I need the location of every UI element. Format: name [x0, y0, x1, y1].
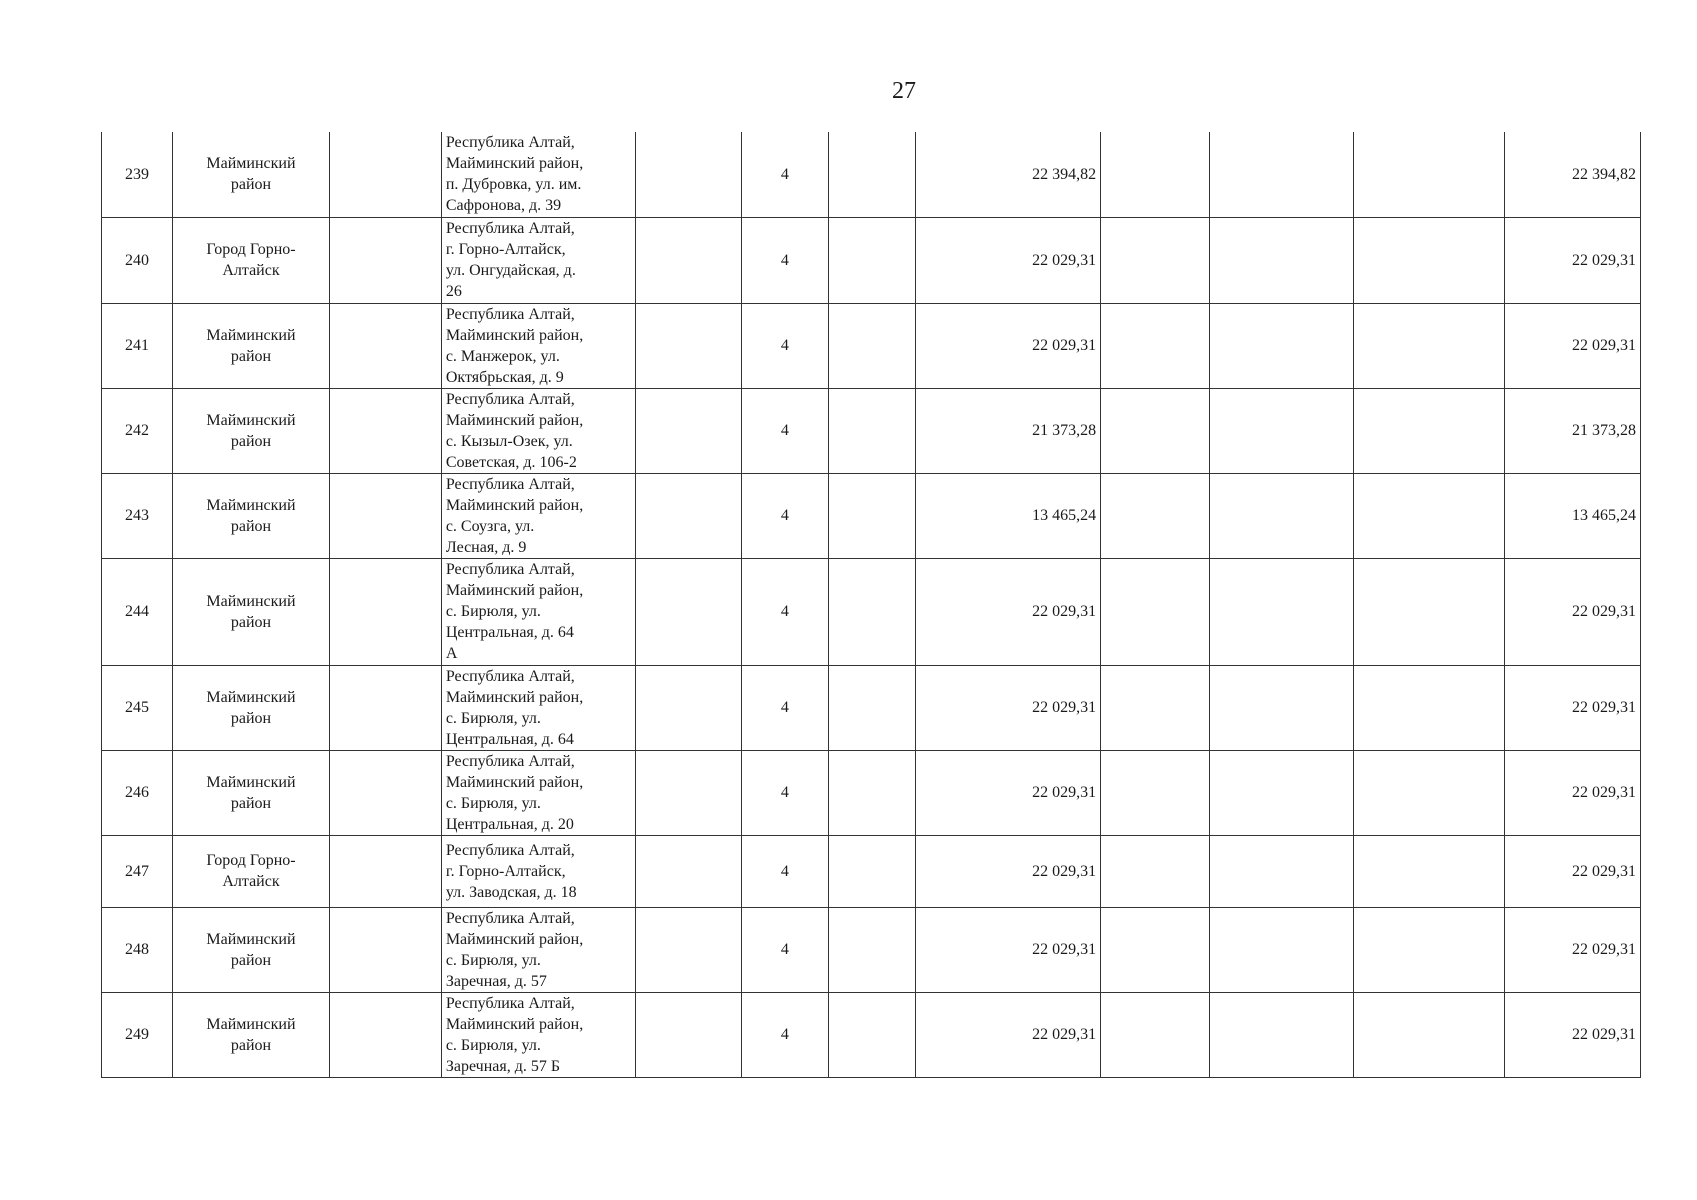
address-cell — [441, 303, 636, 388]
empty-cell — [828, 750, 915, 835]
address-cell-line: ул. Онгудайская, д. — [445, 262, 576, 279]
empty-cell — [1101, 992, 1210, 1077]
empty-cell — [1101, 835, 1210, 907]
total-cell: 22 394,82 — [1505, 132, 1641, 217]
empty-cell — [636, 750, 741, 835]
municipality-cell-line: район — [230, 347, 272, 365]
row-number-cell: 241 — [102, 303, 173, 388]
amount-cell: 22 029,31 — [916, 217, 1101, 303]
empty-cell — [1209, 132, 1353, 217]
empty-cell — [1101, 750, 1210, 835]
table-row — [102, 992, 1641, 1077]
address-cell — [441, 992, 636, 1077]
address-cell — [441, 473, 636, 558]
empty-cell — [329, 992, 441, 1077]
address-cell-line: Майминский район, — [445, 773, 584, 791]
quantity-cell: 4 — [741, 750, 828, 835]
empty-cell — [1101, 907, 1210, 992]
empty-cell — [828, 992, 915, 1077]
address-cell — [441, 907, 636, 992]
empty-cell — [1353, 388, 1505, 473]
address-cell — [441, 217, 636, 303]
table-row — [102, 558, 1641, 665]
row-number-cell: 247 — [102, 835, 173, 907]
municipality-cell-line: район — [230, 517, 272, 535]
empty-cell — [329, 835, 441, 907]
address-cell-line: Республика Алтай, — [445, 390, 575, 408]
empty-cell — [1353, 132, 1505, 217]
total-cell: 22 029,31 — [1505, 303, 1641, 388]
empty-cell — [1101, 303, 1210, 388]
empty-cell — [1209, 473, 1353, 558]
address-cell — [441, 665, 636, 750]
empty-cell — [636, 388, 741, 473]
quantity-cell: 4 — [741, 992, 828, 1077]
empty-cell — [1101, 665, 1210, 750]
empty-cell — [828, 835, 915, 907]
empty-cell — [1101, 388, 1210, 473]
address-cell — [441, 388, 636, 473]
municipality-cell-line: район — [230, 176, 272, 194]
empty-cell — [329, 388, 441, 473]
empty-cell — [329, 217, 441, 303]
amount-cell: 22 029,31 — [916, 558, 1101, 665]
empty-cell — [828, 217, 915, 303]
table-body — [102, 132, 1641, 1077]
page-number: 27 — [892, 78, 916, 104]
empty-cell — [1101, 132, 1210, 217]
total-cell: 22 029,31 — [1505, 835, 1641, 907]
address-cell-line: Советская, д. 106-2 — [445, 453, 577, 471]
empty-cell — [636, 992, 741, 1077]
quantity-cell: 4 — [741, 132, 828, 217]
municipality-cell — [172, 473, 329, 558]
empty-cell — [636, 217, 741, 303]
empty-cell — [828, 907, 915, 992]
municipality-cell — [172, 992, 329, 1077]
empty-cell — [1353, 665, 1505, 750]
amount-cell: 22 029,31 — [916, 665, 1101, 750]
empty-cell — [1353, 992, 1505, 1077]
program-table — [101, 132, 1641, 1078]
municipality-cell — [172, 217, 329, 303]
quantity-cell: 4 — [741, 558, 828, 665]
address-cell-line: Октябрьская, д. 9 — [445, 368, 564, 386]
row-number-cell: 245 — [102, 665, 173, 750]
empty-cell — [1101, 217, 1210, 303]
empty-cell — [828, 303, 915, 388]
empty-cell — [1353, 303, 1505, 388]
row-number-cell: 242 — [102, 388, 173, 473]
municipality-cell — [172, 132, 329, 217]
quantity-cell: 4 — [741, 835, 828, 907]
address-cell-line: Майминский район, — [445, 411, 584, 429]
address-cell-line: Республика Алтай, — [445, 841, 575, 859]
address-cell-line: Республика Алтай, — [445, 475, 575, 493]
municipality-cell-line: Майминский — [206, 496, 296, 514]
municipality-cell-line: Майминский — [206, 326, 296, 344]
empty-cell — [636, 473, 741, 558]
empty-cell — [636, 132, 741, 217]
address-cell-line: Республика Алтай, — [445, 134, 575, 152]
address-cell-line: с. Бирюля, ул. — [445, 951, 541, 969]
table-row — [102, 473, 1641, 558]
quantity-cell: 4 — [741, 217, 828, 303]
amount-cell: 22 029,31 — [916, 750, 1101, 835]
address-cell-line: Республика Алтай, — [445, 909, 575, 927]
address-cell-line: Республика Алтай, — [445, 561, 575, 578]
municipality-cell-line: Алтайск — [222, 873, 280, 890]
total-cell: 13 465,24 — [1505, 473, 1641, 558]
address-cell-line: Майминский район, — [445, 496, 584, 514]
empty-cell — [636, 558, 741, 665]
municipality-cell — [172, 665, 329, 750]
quantity-cell: 4 — [741, 303, 828, 388]
address-cell-line: с. Бирюля, ул. — [445, 1036, 541, 1054]
address-cell-line: Майминский район, — [445, 326, 584, 344]
empty-cell — [1353, 558, 1505, 665]
total-cell: 22 029,31 — [1505, 992, 1641, 1077]
empty-cell — [636, 907, 741, 992]
amount-cell: 13 465,24 — [916, 473, 1101, 558]
empty-cell — [1209, 303, 1353, 388]
empty-cell — [1209, 558, 1353, 665]
empty-cell — [1101, 473, 1210, 558]
empty-cell — [1209, 907, 1353, 992]
empty-cell — [1353, 217, 1505, 303]
address-cell-line: ул. Заводская, д. 18 — [445, 883, 577, 901]
address-cell-line: с. Бирюля, ул. — [445, 709, 541, 727]
address-cell-line: А — [445, 645, 458, 662]
municipality-cell-line: район — [230, 1036, 272, 1054]
empty-cell — [329, 473, 441, 558]
empty-cell — [828, 665, 915, 750]
amount-cell: 22 029,31 — [916, 835, 1101, 907]
empty-cell — [1209, 217, 1353, 303]
empty-cell — [1209, 835, 1353, 907]
municipality-cell-line: Город Горно- — [206, 241, 296, 258]
quantity-cell: 4 — [741, 473, 828, 558]
address-cell — [441, 132, 636, 217]
address-cell-line: Майминский район, — [445, 155, 584, 173]
address-cell-line: Республика Алтай, — [445, 220, 575, 237]
address-cell-line: Центральная, д. 64 — [445, 730, 574, 748]
row-number-cell: 248 — [102, 907, 173, 992]
amount-cell: 22 029,31 — [916, 303, 1101, 388]
address-cell-line: Майминский район, — [445, 1015, 584, 1033]
municipality-cell-line: Майминский — [206, 155, 296, 173]
empty-cell — [828, 388, 915, 473]
address-cell-line: с. Кызыл-Озек, ул. — [445, 432, 573, 450]
municipality-cell — [172, 558, 329, 665]
empty-cell — [329, 665, 441, 750]
table-row — [102, 750, 1641, 835]
quantity-cell: 4 — [741, 665, 828, 750]
empty-cell — [1353, 473, 1505, 558]
address-cell-line: Центральная, д. 20 — [445, 815, 574, 833]
empty-cell — [828, 473, 915, 558]
empty-cell — [1209, 750, 1353, 835]
empty-cell — [828, 558, 915, 665]
empty-cell — [1101, 558, 1210, 665]
municipality-cell-line: район — [230, 794, 272, 812]
municipality-cell-line: район — [230, 613, 272, 631]
table-row — [102, 303, 1641, 388]
amount-cell: 22 029,31 — [916, 907, 1101, 992]
empty-cell — [329, 907, 441, 992]
address-cell-line: Сафронова, д. 39 — [445, 197, 562, 215]
total-cell: 22 029,31 — [1505, 750, 1641, 835]
address-cell — [441, 835, 636, 907]
table-row — [102, 132, 1641, 217]
municipality-cell-line: район — [230, 709, 272, 727]
empty-cell — [1353, 835, 1505, 907]
municipality-cell-line: Майминский — [206, 411, 296, 429]
empty-cell — [1209, 665, 1353, 750]
address-cell-line: Заречная, д. 57 — [445, 972, 547, 990]
address-cell — [441, 558, 636, 665]
address-cell-line: с. Соузга, ул. — [445, 517, 535, 535]
amount-cell: 22 394,82 — [916, 132, 1101, 217]
address-cell-line: Майминский район, — [445, 930, 584, 948]
empty-cell — [636, 303, 741, 388]
address-cell-line: Республика Алтай, — [445, 752, 575, 770]
address-cell-line: с. Бирюля, ул. — [445, 603, 541, 620]
address-cell-line: г. Горно-Алтайск, — [445, 862, 566, 880]
table-row — [102, 388, 1641, 473]
municipality-cell-line: Майминский — [206, 773, 296, 791]
row-number-cell: 246 — [102, 750, 173, 835]
municipality-cell-line: Город Горно- — [206, 852, 296, 869]
amount-cell: 22 029,31 — [916, 992, 1101, 1077]
total-cell: 22 029,31 — [1505, 217, 1641, 303]
address-cell — [441, 750, 636, 835]
address-cell-line: с. Бирюля, ул. — [445, 794, 541, 812]
municipality-cell-line: район — [230, 432, 272, 450]
empty-cell — [636, 665, 741, 750]
address-cell-line: Республика Алтай, — [445, 667, 575, 685]
municipality-cell-line: Майминский — [206, 1015, 296, 1033]
total-cell: 21 373,28 — [1505, 388, 1641, 473]
municipality-cell — [172, 907, 329, 992]
municipality-cell — [172, 303, 329, 388]
municipality-cell-line: Алтайск — [222, 262, 280, 279]
empty-cell — [329, 558, 441, 665]
address-cell-line: Майминский район, — [445, 582, 584, 599]
municipality-cell-line: Майминский — [206, 592, 296, 610]
table-row — [102, 835, 1641, 907]
address-cell-line: Республика Алтай, — [445, 305, 575, 323]
address-cell-line: Майминский район, — [445, 688, 584, 706]
address-cell-line: г. Горно-Алтайск, — [445, 241, 566, 258]
empty-cell — [828, 132, 915, 217]
address-cell-line: Лесная, д. 9 — [445, 538, 527, 556]
row-number-cell: 240 — [102, 217, 173, 303]
empty-cell — [636, 835, 741, 907]
address-cell-line: 26 — [445, 283, 462, 300]
empty-cell — [329, 750, 441, 835]
row-number-cell: 249 — [102, 992, 173, 1077]
amount-cell: 21 373,28 — [916, 388, 1101, 473]
municipality-cell — [172, 388, 329, 473]
empty-cell — [1353, 907, 1505, 992]
empty-cell — [329, 132, 441, 217]
empty-cell — [1209, 992, 1353, 1077]
row-number-cell: 244 — [102, 558, 173, 665]
address-cell-line: Центральная, д. 64 — [445, 624, 574, 641]
municipality-cell-line: район — [230, 951, 272, 969]
address-cell-line: с. Манжерок, ул. — [445, 347, 560, 365]
total-cell: 22 029,31 — [1505, 558, 1641, 665]
quantity-cell: 4 — [741, 388, 828, 473]
quantity-cell: 4 — [741, 907, 828, 992]
municipality-cell — [172, 750, 329, 835]
total-cell: 22 029,31 — [1505, 907, 1641, 992]
municipality-cell — [172, 835, 329, 907]
row-number-cell: 239 — [102, 132, 173, 217]
table-row — [102, 217, 1641, 303]
table-row — [102, 665, 1641, 750]
empty-cell — [329, 303, 441, 388]
municipality-cell-line: Майминский — [206, 930, 296, 948]
table-row — [102, 907, 1641, 992]
row-number-cell: 243 — [102, 473, 173, 558]
empty-cell — [1353, 750, 1505, 835]
total-cell: 22 029,31 — [1505, 665, 1641, 750]
address-cell-line: Республика Алтай, — [445, 994, 575, 1012]
address-cell-line: п. Дубровка, ул. им. — [445, 176, 582, 194]
address-cell-line: Заречная, д. 57 Б — [445, 1057, 561, 1075]
empty-cell — [1209, 388, 1353, 473]
municipality-cell-line: Майминский — [206, 688, 296, 706]
